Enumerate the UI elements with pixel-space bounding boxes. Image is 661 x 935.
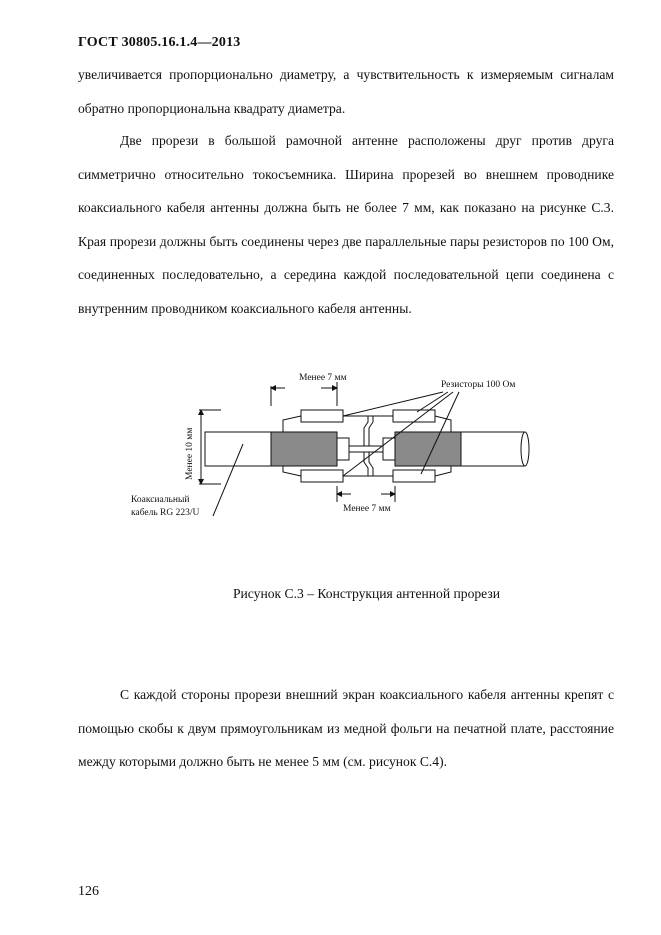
lead-bottom-center [364,452,368,476]
resistor-top-right [393,410,435,422]
right-cable-outer [461,432,525,466]
left-cable-outer [205,432,271,466]
figure-caption-row [0,586,661,602]
top-gap-label: Менее 7 мм [299,373,347,383]
figure-caption: Рисунок С.3 – Конструкция антенной прорези [232,586,501,601]
cable-label-line1: Коаксиальный [131,495,190,505]
left-shield [271,432,337,466]
resistors-label: Резисторы 100 Ом [441,380,516,390]
page-number: 126 [78,884,99,899]
height-label: Менее 10 мм [185,427,195,480]
lead-top-center [364,416,368,446]
lead-top-center-2 [369,416,373,446]
lead-top-left [283,416,301,432]
cable-label-line2: кабель RG 223/U [131,508,200,518]
right-shield [395,432,461,466]
lead-bottom-left [283,466,301,476]
right-cable-end [521,432,529,466]
antenna-slot-diagram [125,362,545,532]
resistor-bottom-right [393,470,435,482]
left-dielectric [337,438,349,460]
paragraph-3: С каждой стороны прорези внешний экран коаксиального кабеля антенны крепят с помощью скобы к двум прямоугольникам из медной фольги на печатной плате, расстояние между которыми должно быть не менее 5 мм (см. рисунок С.4). [78,687,614,770]
resistor-bottom-left [301,470,343,482]
lead-top-right [435,416,451,432]
paragraph-1: увеличивается пропорционально диаметру, а чувствительность к измеряемым сигналам обратно пропорциональна квадрату диаметра. [78,67,614,116]
resistor-top-left [301,410,343,422]
document-header: ГОСТ 30805.16.1.4—2013 [78,35,241,50]
lead-bottom-right [435,466,451,476]
bottom-gap-label: Менее 7 мм [343,504,391,514]
antenna-slot-figure [125,362,545,532]
paragraph-2: Две прорези в большой рамочной антенне расположены друг против друга симметрично относительно токосъемника. Ширина прорезей во внешнем проводнике коаксиального кабеля антенны должна быть не более 7 мм, как показано на рисунке С.3. Края прорези должны быть соединены через две параллельные пары резисторов по 100 Ом, соединенных последовательно, а середина каждой последовательной цепи соединена с внутренним проводником коаксиального кабеля антенны. [78,133,614,316]
